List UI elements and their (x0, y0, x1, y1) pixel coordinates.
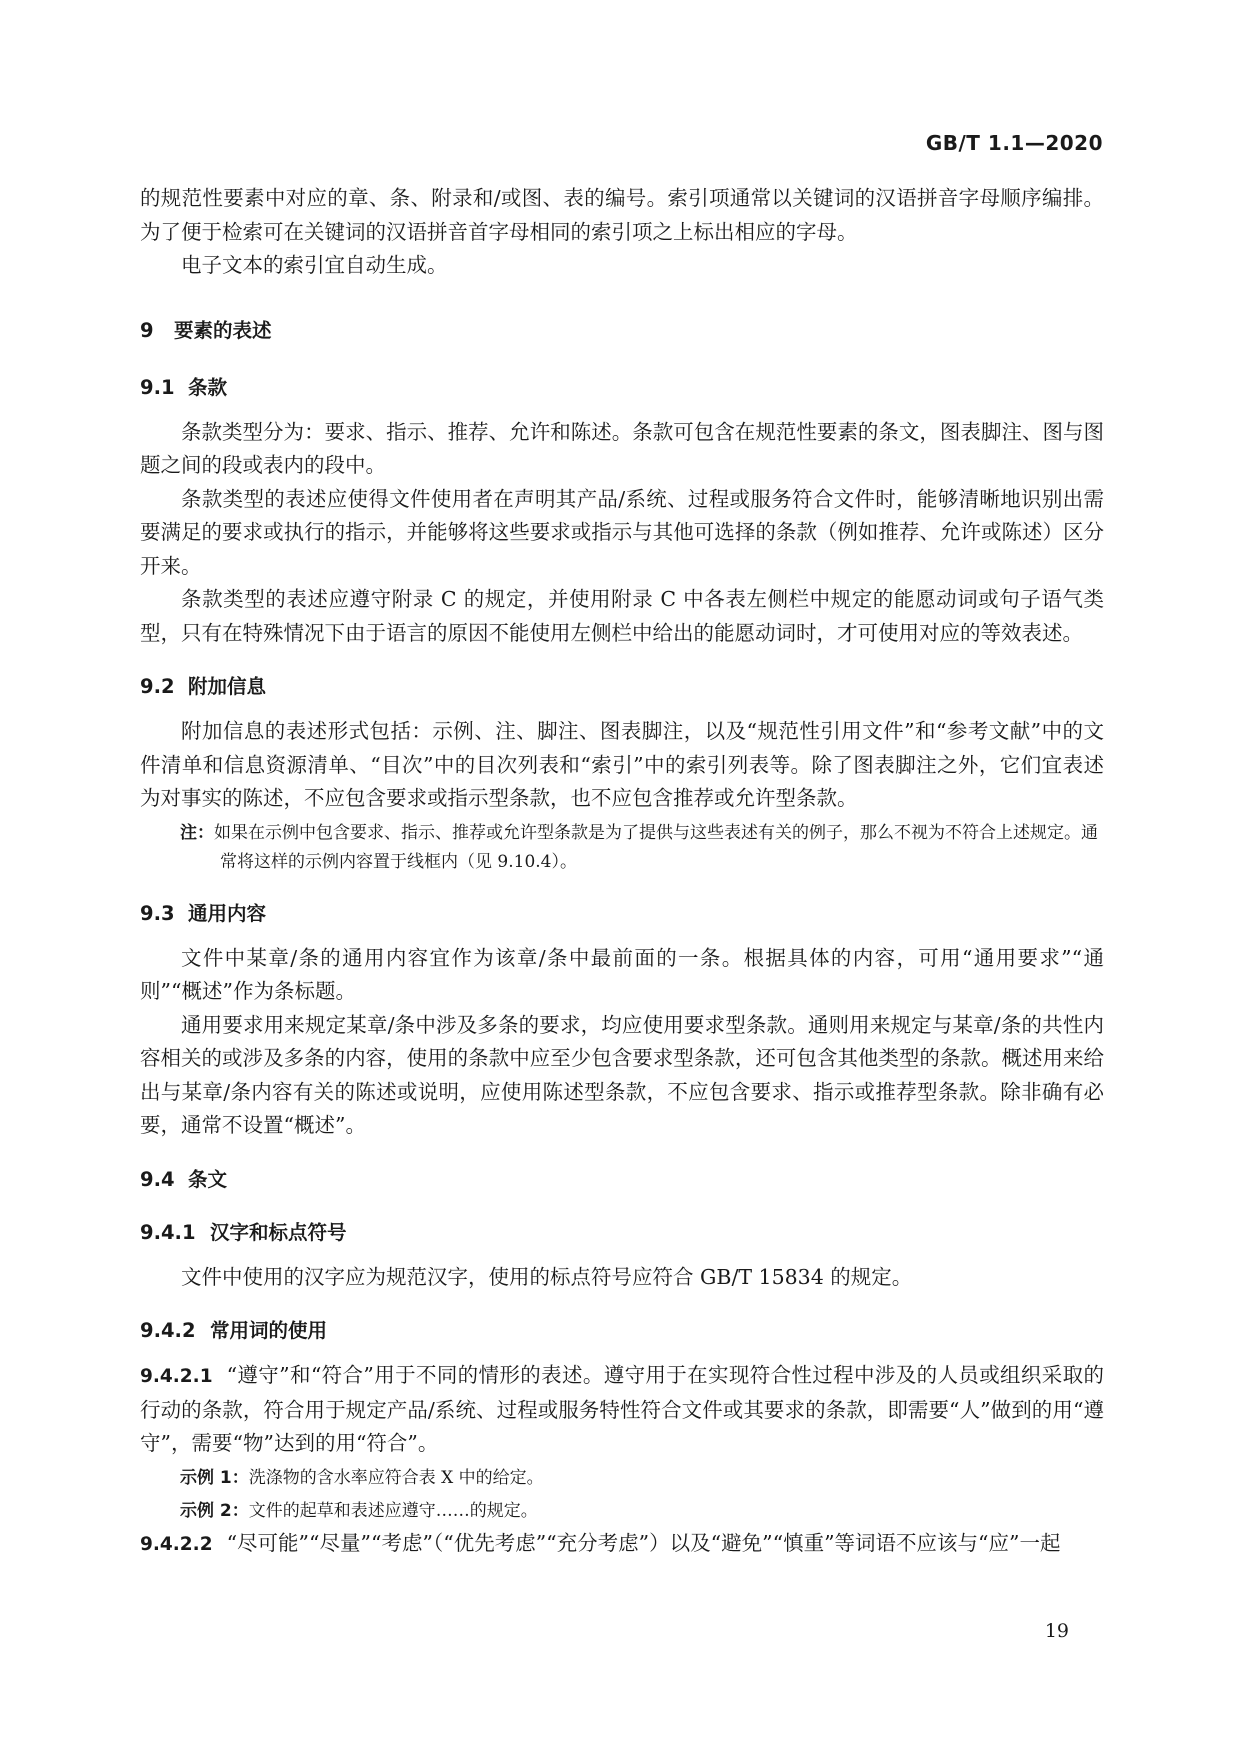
section-9-3-heading (140, 897, 1104, 930)
paragraph: 附加信息的表述形式包括：示例、注、脚注、图表脚注，以及“规范性引用文件”和“参考文献”中的文件清单和信息资源清单、“目次”中的目次列表和“索引”中的索引列表等。除了图表脚注之外，它们宜表述为对事实的陈述，不应包含要求或指示型条款，也不应包含推荐或允许型条款。 (140, 719, 1104, 810)
section-number: 9.4.1 (140, 1220, 196, 1244)
section-9-heading (140, 314, 1104, 347)
section-title: 常用词的使用 (210, 1319, 328, 1342)
section-title: 要素的表述 (174, 318, 272, 342)
intro-paragraph-continued: 的规范性要素中对应的章、条、附录和/或图、表的编号。索引项通常以关键词的汉语拼音字母顺序编排。为了便于检索可在关键词的汉语拼音首字母相同的索引项之上标出相应的字母。 (140, 186, 1104, 244)
section-title: 汉字和标点符号 (210, 1220, 347, 1244)
section-number: 9 (140, 318, 154, 342)
page-number: 19 (1044, 1620, 1069, 1642)
paragraph: 文件中使用的汉字应为规范汉字，使用的标点符号应符合 GB/T 15834 的规定。 (181, 1264, 913, 1289)
section-9-4-2-heading (140, 1314, 1104, 1347)
paragraph: 条款类型分为：要求、指示、推荐、允许和陈述。条款可包含在规范性要素的条文，图表脚注、图与图题之间的段或表内的段中。 (140, 419, 1104, 477)
clause-text: “遵守”和“符合”用于不同的情形的表述。遵守用于在实现符合性过程中涉及的人员或组织采取的行动的条款，符合用于规定产品/系统、过程或服务特性符合文件或其要求的条款，即需要“人”做到的用“遵守”，需要“物”达到的用“符合”。 (140, 1363, 1104, 1455)
note (180, 819, 1104, 877)
section-9-4-1-heading (140, 1216, 1104, 1249)
section-title: 附加信息 (188, 675, 267, 698)
clause-number: 9.4.2.2 (140, 1533, 213, 1555)
example-1 (180, 1463, 1104, 1494)
section-number: 9.1 (140, 375, 175, 399)
section-number: 9.2 (140, 675, 175, 698)
clause-9-4-2-2 (140, 1527, 1104, 1562)
example-text: 文件的起草和表述应遵守……的规定。 (248, 1500, 538, 1521)
document-code: GB/T 1.1—2020 (925, 131, 1103, 155)
example-label: 示例 2： (180, 1500, 249, 1521)
example-2 (180, 1496, 1104, 1527)
note-label: 注： (180, 822, 214, 843)
clause-text: “尽可能”“尽量”“考虑”（“优先考虑”“充分考虑”）以及“避免”“慎重”等词语不应该与“应”一起 (226, 1530, 1061, 1555)
section-title: 条款 (188, 375, 228, 399)
section-9-2-heading (140, 670, 1104, 703)
note-text: 如果在示例中包含要求、指示、推荐或允许型条款是为了提供与这些表述有关的例子，那么不视为不符合上述规定。通常将这样的示例内容置于线框内（见 9.10.4）。 (214, 822, 1098, 872)
intro-paragraph: 电子文本的索引宜自动生成。 (181, 253, 448, 277)
paragraph: 文件中某章/条的通用内容宜作为该章/条中最前面的一条。根据具体的内容，可用“通用要求”“通则”“概述”作为条标题。 (140, 945, 1104, 1003)
section-title: 条文 (188, 1167, 228, 1191)
section-title: 通用内容 (188, 901, 267, 925)
page-content (140, 182, 1104, 1561)
section-9-1-heading (140, 371, 1104, 404)
paragraph: 条款类型的表述应使得文件使用者在声明其产品/系统、过程或服务符合文件时，能够清晰地识别出需要满足的要求或执行的指示，并能够将这些要求或指示与其他可选择的条款（例如推荐、允许或陈述）区分开来。 (140, 486, 1104, 578)
section-number: 9.3 (140, 901, 175, 925)
clause-number: 9.4.2.1 (140, 1366, 213, 1387)
section-number: 9.4.2 (140, 1319, 196, 1342)
section-9-4-heading (140, 1163, 1104, 1196)
paragraph: 条款类型的表述应遵守附录 C 的规定，并使用附录 C 中各表左侧栏中规定的能愿动词或句子语气类型，只有在特殊情况下由于语言的原因不能使用左侧栏中给出的能愿动词时，才可使用对应的等效表述。 (140, 587, 1104, 645)
paragraph: 通用要求用来规定某章/条中涉及多条的要求，均应使用要求型条款。通则用来规定与某章/条的共性内容相关的或涉及多条的内容，使用的条款中应至少包含要求型条款，还可包含其他类型的条款。概述用来给出与某章/条内容有关的陈述或说明，应使用陈述型条款，不应包含要求、指示或推荐型条款。除非确有必要，通常不设置“概述”。 (140, 1012, 1104, 1137)
clause-9-4-2-1 (140, 1359, 1104, 1461)
example-text: 洗涤物的含水率应符合表 X 中的给定。 (248, 1467, 544, 1488)
section-number: 9.4 (140, 1167, 175, 1191)
example-label: 示例 1： (180, 1467, 249, 1488)
